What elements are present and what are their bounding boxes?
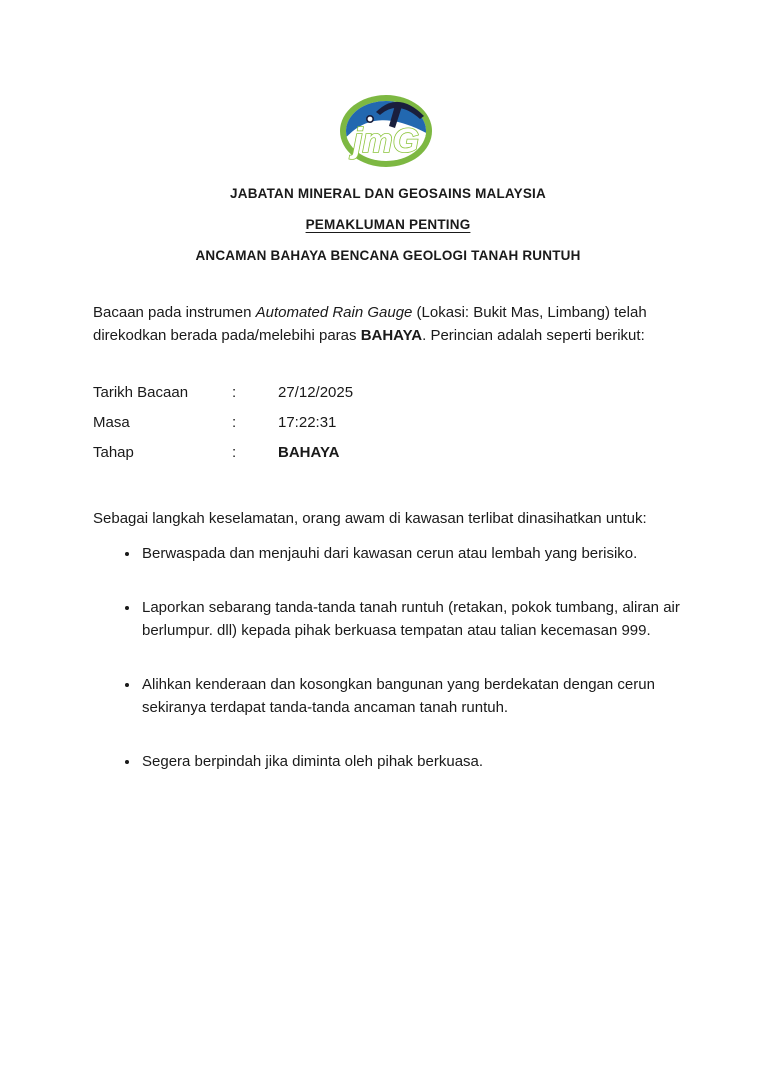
detail-label-time: Masa xyxy=(93,414,130,431)
detail-label-date: Tarikh Bacaan xyxy=(93,384,189,401)
detail-value-level: BAHAYA xyxy=(278,444,340,461)
jmg-logo xyxy=(93,88,683,170)
detail-separator: : xyxy=(232,414,237,431)
detail-row-time xyxy=(93,415,683,431)
detail-row-level xyxy=(93,445,683,461)
advice-list xyxy=(93,542,683,773)
intro-text-before: Bacaan pada instrumen xyxy=(93,304,256,321)
reading-details xyxy=(93,385,683,461)
org-name-heading: JABATAN MINERAL DAN GEOSAINS MALAYSIA xyxy=(230,186,546,201)
intro-paragraph xyxy=(93,301,683,347)
jmg-logo-icon xyxy=(336,88,440,170)
intro-text-middle: (Lokasi: Bukit Mas, Limbang) telah direkodkan berada pada/melebihi paras xyxy=(93,304,647,344)
subject-heading: ANCAMAN BAHAYA BENCANA GEOLOGI TANAH RUNTUH xyxy=(195,248,581,263)
hazard-level-inline: BAHAYA xyxy=(360,327,423,344)
detail-separator: : xyxy=(232,384,237,401)
advice-item: • Berwaspada dan menjauhi dari kawasan cerun atau lembah yang berisiko. xyxy=(140,542,683,565)
detail-value-date: 27/12/2025 xyxy=(278,384,354,401)
instrument-name: Automated Rain Gauge xyxy=(255,304,413,321)
detail-value-time: 17:22:31 xyxy=(278,414,337,431)
intro-text-after: . Perincian adalah seperti berikut: xyxy=(422,327,645,344)
detail-separator: : xyxy=(232,444,237,461)
jmg-logo-letters: jmG xyxy=(352,122,420,160)
advice-item: • Laporkan sebarang tanda-tanda tanah runtuh (retakan, pokok tumbang, aliran air berlumpur. dll) kepada pihak berkuasa tempatan atau talian kecemasan 999. xyxy=(140,596,683,642)
detail-row-date xyxy=(93,385,683,401)
advice-item: • Alihkan kenderaan dan kosongkan bangunan yang berdekatan dengan cerun sekiranya terdapat tanda-tanda ancaman tanah runtuh. xyxy=(140,673,683,719)
notice-title-heading: PEMAKLUMAN PENTING xyxy=(305,217,471,232)
detail-label-level: Tahap xyxy=(93,444,134,461)
advice-item: • Segera berpindah jika diminta oleh pihak berkuasa. xyxy=(140,750,683,773)
advice-intro: Sebagai langkah keselamatan, orang awam di kawasan terlibat dinasihatkan untuk: xyxy=(93,510,647,527)
